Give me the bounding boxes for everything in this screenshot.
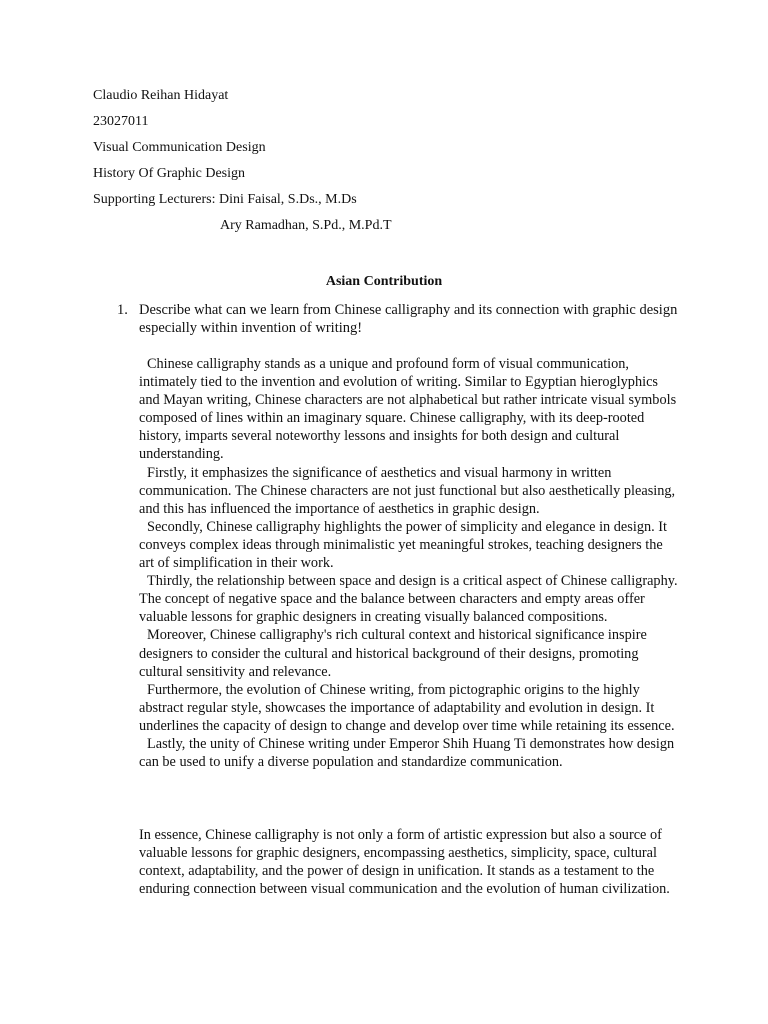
answer-paragraph: Thirdly, the relationship between space and design is a critical aspect of Chinese calligraphy. The concept of negative space and the balance between characters and empty areas offer valuable lessons for graphic designers in creating visually balanced compositions. — [139, 573, 678, 626]
answer-paragraph: Moreover, Chinese calligraphy's rich cultural context and historical significance inspire designers to consider the cultural and historical background of their designs, promoting cultural sensitivity and relevance. — [139, 627, 647, 680]
answer-paragraph: Furthermore, the evolution of Chinese writing, from pictographic origins to the highly abstract regular style, showcases the importance of adaptability and evolution in design. It underlines the capacity of design to change and develop over time while retaining its essence. — [139, 681, 675, 734]
question-number: 1. — [117, 302, 128, 318]
answer-paragraph: Chinese calligraphy stands as a unique and profound form of visual communication, intimately tied to the invention and evolution of writing. Similar to Egyptian hieroglyphics and Mayan writing, Chinese characters are not alphabetical but rather intricate visual symbols composed of lines within an imaginary square. Chinese calligraphy, with its deep-rooted history, imparts several noteworthy lessons and insights for both design and cultural understanding. — [139, 356, 677, 463]
answer-paragraph: Secondly, Chinese calligraphy highlights the power of simplicity and elegance in design. It conveys complex ideas through minimalistic yet meaningful strokes, teaching designers the art of simplification in their work. — [139, 518, 667, 572]
answer-paragraph: Lastly, the unity of Chinese writing under Emperor Shih Huang Ti demonstrates how design can be used to unify a diverse population and standardize communication. — [139, 735, 675, 771]
lecturers-line: Supporting Lecturers: Dini Faisal, S.Ds., M.Ds — [93, 192, 357, 207]
answer-paragraph: Firstly, it emphasizes the significance of aesthetics and visual harmony in written communication. The Chinese characters are not just functional but also aesthetically pleasing, and this has influenced the importance of aesthetics in graphic design. — [139, 464, 676, 517]
student-id: 23027011 — [93, 114, 149, 129]
question-text: Describe what can we learn from Chinese calligraphy and its connection with graphic design especially within invention of writing! — [139, 302, 678, 336]
document-title: Asian Contribution — [325, 274, 443, 289]
program-name: Visual Communication Design — [93, 140, 266, 155]
course-name: History Of Graphic Design — [93, 166, 246, 181]
author-name: Claudio Reihan Hidayat — [93, 88, 229, 103]
second-lecturer: Ary Ramadhan, S.Pd., M.Pd.T — [220, 218, 392, 233]
conclusion-paragraph: In essence, Chinese calligraphy is not only a form of artistic expression but also a source of valuable lessons for graphic designers, encompassing aesthetics, simplicity, space, cultural context, adaptability, and the power of design in unification. It stands as a testament to the enduring connection between visual communication and the evolution of human civilization. — [139, 827, 670, 898]
answer-body — [139, 355, 679, 771]
